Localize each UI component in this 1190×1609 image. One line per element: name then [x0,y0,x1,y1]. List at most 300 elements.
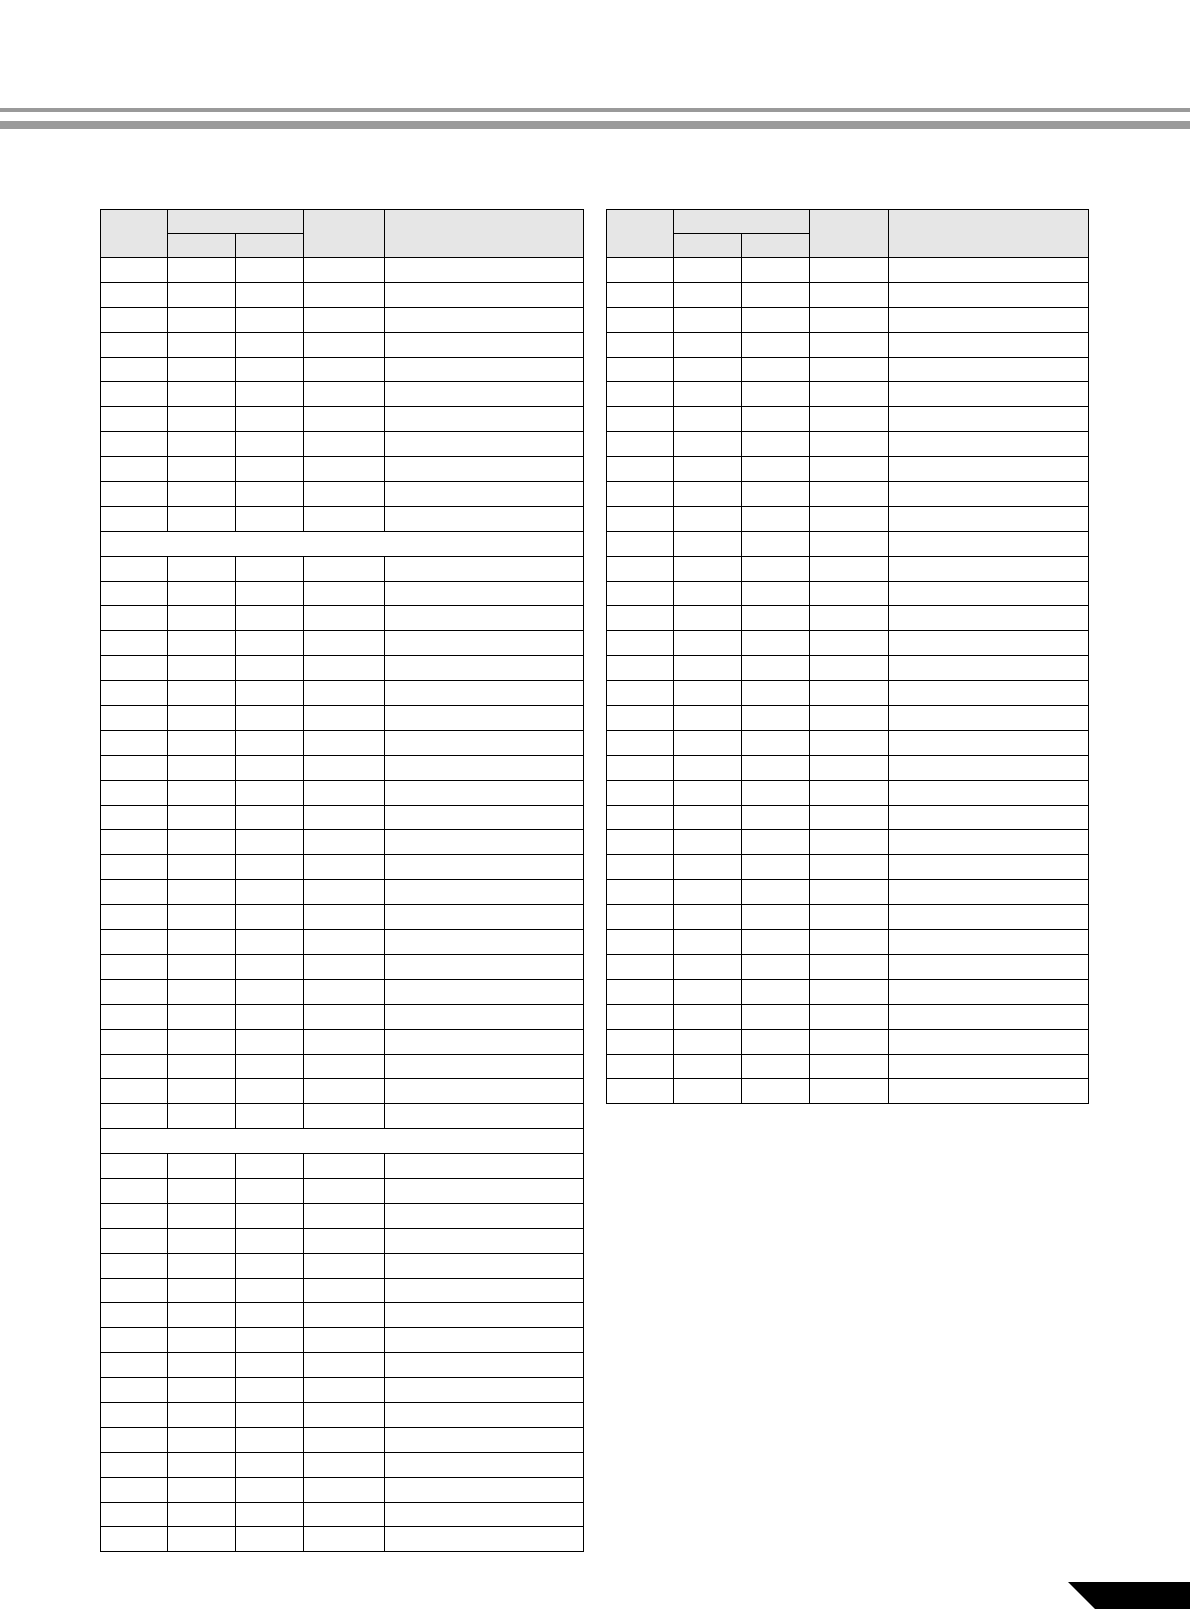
table-cell [168,631,236,656]
table-cell [168,382,236,407]
table-cell [742,681,810,706]
table-row [101,681,584,706]
table-cell [607,606,674,631]
table-cell [385,1303,584,1328]
table-cell [168,506,236,531]
table-row [101,1353,584,1378]
table-cell [385,606,584,631]
table-cell [101,1029,168,1054]
table-cell [385,332,584,357]
table-cell [674,681,742,706]
table-row [101,979,584,1004]
table-cell [168,1178,236,1203]
table-cell [385,755,584,780]
table-cell [101,755,168,780]
table-cell [607,656,674,681]
table-row [607,830,1089,855]
table-cell [101,1402,168,1427]
table-cell [236,656,304,681]
table-cell [236,830,304,855]
table-cell [674,382,742,407]
table-row [101,1104,584,1129]
table-cell [168,1004,236,1029]
table-cell [304,307,385,332]
table-row [101,780,584,805]
table-cell [304,1378,385,1403]
table-cell [385,506,584,531]
table-cell [101,1079,168,1104]
table-row [101,855,584,880]
table-cell [889,755,1089,780]
table-cell [889,805,1089,830]
table-cell [742,631,810,656]
table-cell [236,1178,304,1203]
table-cell [674,506,742,531]
table-cell [168,457,236,482]
table-cell [810,1004,889,1029]
table-cell [810,407,889,432]
table-cell [236,1278,304,1303]
table-cell [168,755,236,780]
table-row [607,631,1089,656]
table-cell [742,905,810,930]
table-row [101,1079,584,1104]
table-cell [236,1228,304,1253]
table-cell [101,1104,168,1129]
table-cell [304,332,385,357]
table-cell [304,1353,385,1378]
table-cell [168,1402,236,1427]
subheader-cell [674,234,742,258]
table-cell [742,1079,810,1104]
section-cell [101,531,584,556]
table-cell [385,1402,584,1427]
table-row [607,556,1089,581]
table-cell [101,631,168,656]
table-cell [889,332,1089,357]
table-cell [304,855,385,880]
table-cell [889,258,1089,283]
table-cell [607,357,674,382]
table-cell [385,1328,584,1353]
table-cell [889,581,1089,606]
table-cell [385,1278,584,1303]
table-cell [810,1054,889,1079]
table-cell [674,631,742,656]
table-cell [810,1029,889,1054]
table-cell [101,681,168,706]
table-row [607,780,1089,805]
table-cell [889,1054,1089,1079]
table-cell [304,755,385,780]
table-cell [101,1203,168,1228]
table-cell [236,855,304,880]
table-row [101,606,584,631]
table-cell [101,407,168,432]
table-cell [385,930,584,955]
table-cell [101,880,168,905]
table-row [101,556,584,581]
table-cell [101,656,168,681]
table-cell [385,954,584,979]
table-cell [385,1154,584,1179]
table-cell [385,581,584,606]
table-cell [674,855,742,880]
table-row [607,1029,1089,1054]
table-cell [236,1452,304,1477]
table-row [607,805,1089,830]
table-cell [236,581,304,606]
table-cell [674,531,742,556]
table-cell [674,457,742,482]
table-cell [236,1029,304,1054]
table-cell [385,1527,584,1552]
table-cell [101,805,168,830]
table-cell [889,954,1089,979]
table-cell [742,307,810,332]
table-cell [385,556,584,581]
table-cell [385,681,584,706]
table-cell [168,656,236,681]
table-cell [607,1054,674,1079]
table-cell [674,755,742,780]
table-cell [236,432,304,457]
table-cell [742,382,810,407]
table-cell [304,880,385,905]
table-cell [168,681,236,706]
table-cell [304,1527,385,1552]
table-cell [810,457,889,482]
table-cell [304,1004,385,1029]
table-cell [236,258,304,283]
table-cell [889,307,1089,332]
table-cell [101,1427,168,1452]
table-cell [236,1353,304,1378]
table-row [101,1427,584,1452]
table-row [101,805,584,830]
table-row [607,930,1089,955]
table-cell [304,1402,385,1427]
table-cell [889,780,1089,805]
table-row [101,506,584,531]
table-cell [889,880,1089,905]
table-cell [674,979,742,1004]
table-cell [236,357,304,382]
table-header-row [607,210,1089,234]
table-row [101,830,584,855]
table-cell [674,880,742,905]
table-cell [304,357,385,382]
table-row [101,631,584,656]
table-cell [304,581,385,606]
table-row [101,1154,584,1179]
table-cell [168,1378,236,1403]
table-cell [101,780,168,805]
table-cell [101,855,168,880]
table-cell [674,307,742,332]
table-header-row [101,210,584,234]
table-cell [168,1079,236,1104]
table-cell [674,805,742,830]
table-cell [742,656,810,681]
table-cell [607,457,674,482]
table-cell [810,606,889,631]
table-cell [236,954,304,979]
table-cell [810,656,889,681]
table-cell [889,1029,1089,1054]
table-row [607,606,1089,631]
table-cell [101,830,168,855]
table-row [101,282,584,307]
table-cell [385,482,584,507]
table-cell [385,656,584,681]
table-cell [168,1502,236,1527]
table-cell [810,282,889,307]
table-cell [236,805,304,830]
table-row [607,979,1089,1004]
table-cell [304,1328,385,1353]
table-cell [168,606,236,631]
table-cell [889,432,1089,457]
table-cell [101,258,168,283]
table-row [607,656,1089,681]
table-cell [810,506,889,531]
table-cell [742,282,810,307]
table-cell [168,805,236,830]
section-cell [101,1129,584,1154]
table-cell [236,1079,304,1104]
table-cell [236,880,304,905]
table-cell [889,531,1089,556]
table-cell [742,979,810,1004]
table-cell [742,1004,810,1029]
table-cell [810,357,889,382]
table-cell [889,606,1089,631]
table-cell [742,482,810,507]
table-cell [101,1477,168,1502]
table-cell [304,1278,385,1303]
table-cell [304,954,385,979]
table-cell [810,307,889,332]
table-cell [385,1353,584,1378]
table-cell [101,307,168,332]
table-cell [607,432,674,457]
table-cell [101,1054,168,1079]
header-group-cell [168,210,304,234]
table-cell [674,407,742,432]
header-cell [607,210,674,258]
table-cell [168,855,236,880]
table-cell [236,979,304,1004]
table-row [607,880,1089,905]
table-cell [168,780,236,805]
table-cell [304,1427,385,1452]
table-cell [385,730,584,755]
table-cell [674,830,742,855]
table-cell [168,556,236,581]
table-cell [889,830,1089,855]
subheader-cell [742,234,810,258]
table-cell [385,706,584,731]
table-cell [742,780,810,805]
table-cell [236,1004,304,1029]
table-cell [385,1178,584,1203]
table-cell [304,1452,385,1477]
table-cell [889,905,1089,930]
table-row [607,506,1089,531]
table-cell [810,1079,889,1104]
table-cell [385,631,584,656]
table-row [607,730,1089,755]
table-cell [168,1527,236,1552]
table-cell [304,1203,385,1228]
table-cell [236,1502,304,1527]
table-cell [742,357,810,382]
table-row [101,482,584,507]
table-cell [674,556,742,581]
table-cell [304,1029,385,1054]
table-cell [607,1079,674,1104]
table-row [101,930,584,955]
table-row [101,755,584,780]
table-cell [385,258,584,283]
table-cell [810,432,889,457]
table-cell [101,606,168,631]
table-cell [385,1203,584,1228]
table-cell [385,432,584,457]
table-row [101,1203,584,1228]
table-row [607,258,1089,283]
table-cell [101,506,168,531]
table-cell [674,905,742,930]
table-cell [304,457,385,482]
table-cell [889,482,1089,507]
table-cell [168,1452,236,1477]
table-cell [607,1029,674,1054]
table-cell [607,581,674,606]
table-cell [385,1104,584,1129]
table-cell [236,482,304,507]
table-cell [607,780,674,805]
page-corner-tab [1068,1582,1190,1609]
table-cell [101,382,168,407]
table-cell [304,432,385,457]
table-cell [101,1328,168,1353]
table-cell [304,930,385,955]
table-cell [607,954,674,979]
table-cell [168,880,236,905]
table-cell [236,1328,304,1353]
table-cell [385,457,584,482]
table-cell [304,1054,385,1079]
table-cell [742,730,810,755]
table-cell [236,1303,304,1328]
table-cell [236,1054,304,1079]
table-row [607,531,1089,556]
table-cell [889,1079,1089,1104]
table-cell [168,1427,236,1452]
table-cell [742,830,810,855]
table-cell [101,954,168,979]
table-cell [168,1104,236,1129]
table-cell [168,282,236,307]
table-cell [304,407,385,432]
table-cell [607,755,674,780]
table-cell [168,1054,236,1079]
table-cell [168,332,236,357]
table-cell [101,332,168,357]
table-row [607,1004,1089,1029]
table-row [101,382,584,407]
table-cell [674,1079,742,1104]
table-cell [236,282,304,307]
table-cell [889,457,1089,482]
table-cell [304,706,385,731]
table-cell [101,979,168,1004]
table-cell [236,780,304,805]
table-cell [810,805,889,830]
table-cell [385,357,584,382]
table-cell [674,1054,742,1079]
table-row [607,905,1089,930]
table-cell [607,258,674,283]
table-cell [810,830,889,855]
table-cell [304,482,385,507]
table-cell [168,1477,236,1502]
table-cell [742,556,810,581]
table-cell [742,258,810,283]
table-cell [742,755,810,780]
table-cell [101,1353,168,1378]
table-row [101,1328,584,1353]
table-cell [742,1054,810,1079]
table-cell [304,1079,385,1104]
table-cell [236,506,304,531]
table-cell [889,357,1089,382]
table-cell [304,631,385,656]
table-cell [607,382,674,407]
table-cell [304,606,385,631]
table-cell [304,979,385,1004]
table-row [101,581,584,606]
table-cell [810,482,889,507]
table-cell [742,606,810,631]
table-row [101,1477,584,1502]
table-cell [236,930,304,955]
table-cell [742,1029,810,1054]
table-cell [810,531,889,556]
table-cell [810,581,889,606]
table-row [101,1178,584,1203]
header-rule-thin [0,108,1190,112]
header-cell [304,210,385,258]
table-cell [101,930,168,955]
table-cell [168,1203,236,1228]
table-cell [304,780,385,805]
table-row [607,357,1089,382]
table-cell [385,1378,584,1403]
table-cell [742,506,810,531]
table-cell [304,506,385,531]
table-cell [236,382,304,407]
table-row [607,706,1089,731]
table-cell [304,1253,385,1278]
table-cell [607,482,674,507]
table-cell [304,1178,385,1203]
table-cell [674,730,742,755]
table-cell [607,1004,674,1029]
table-cell [385,805,584,830]
